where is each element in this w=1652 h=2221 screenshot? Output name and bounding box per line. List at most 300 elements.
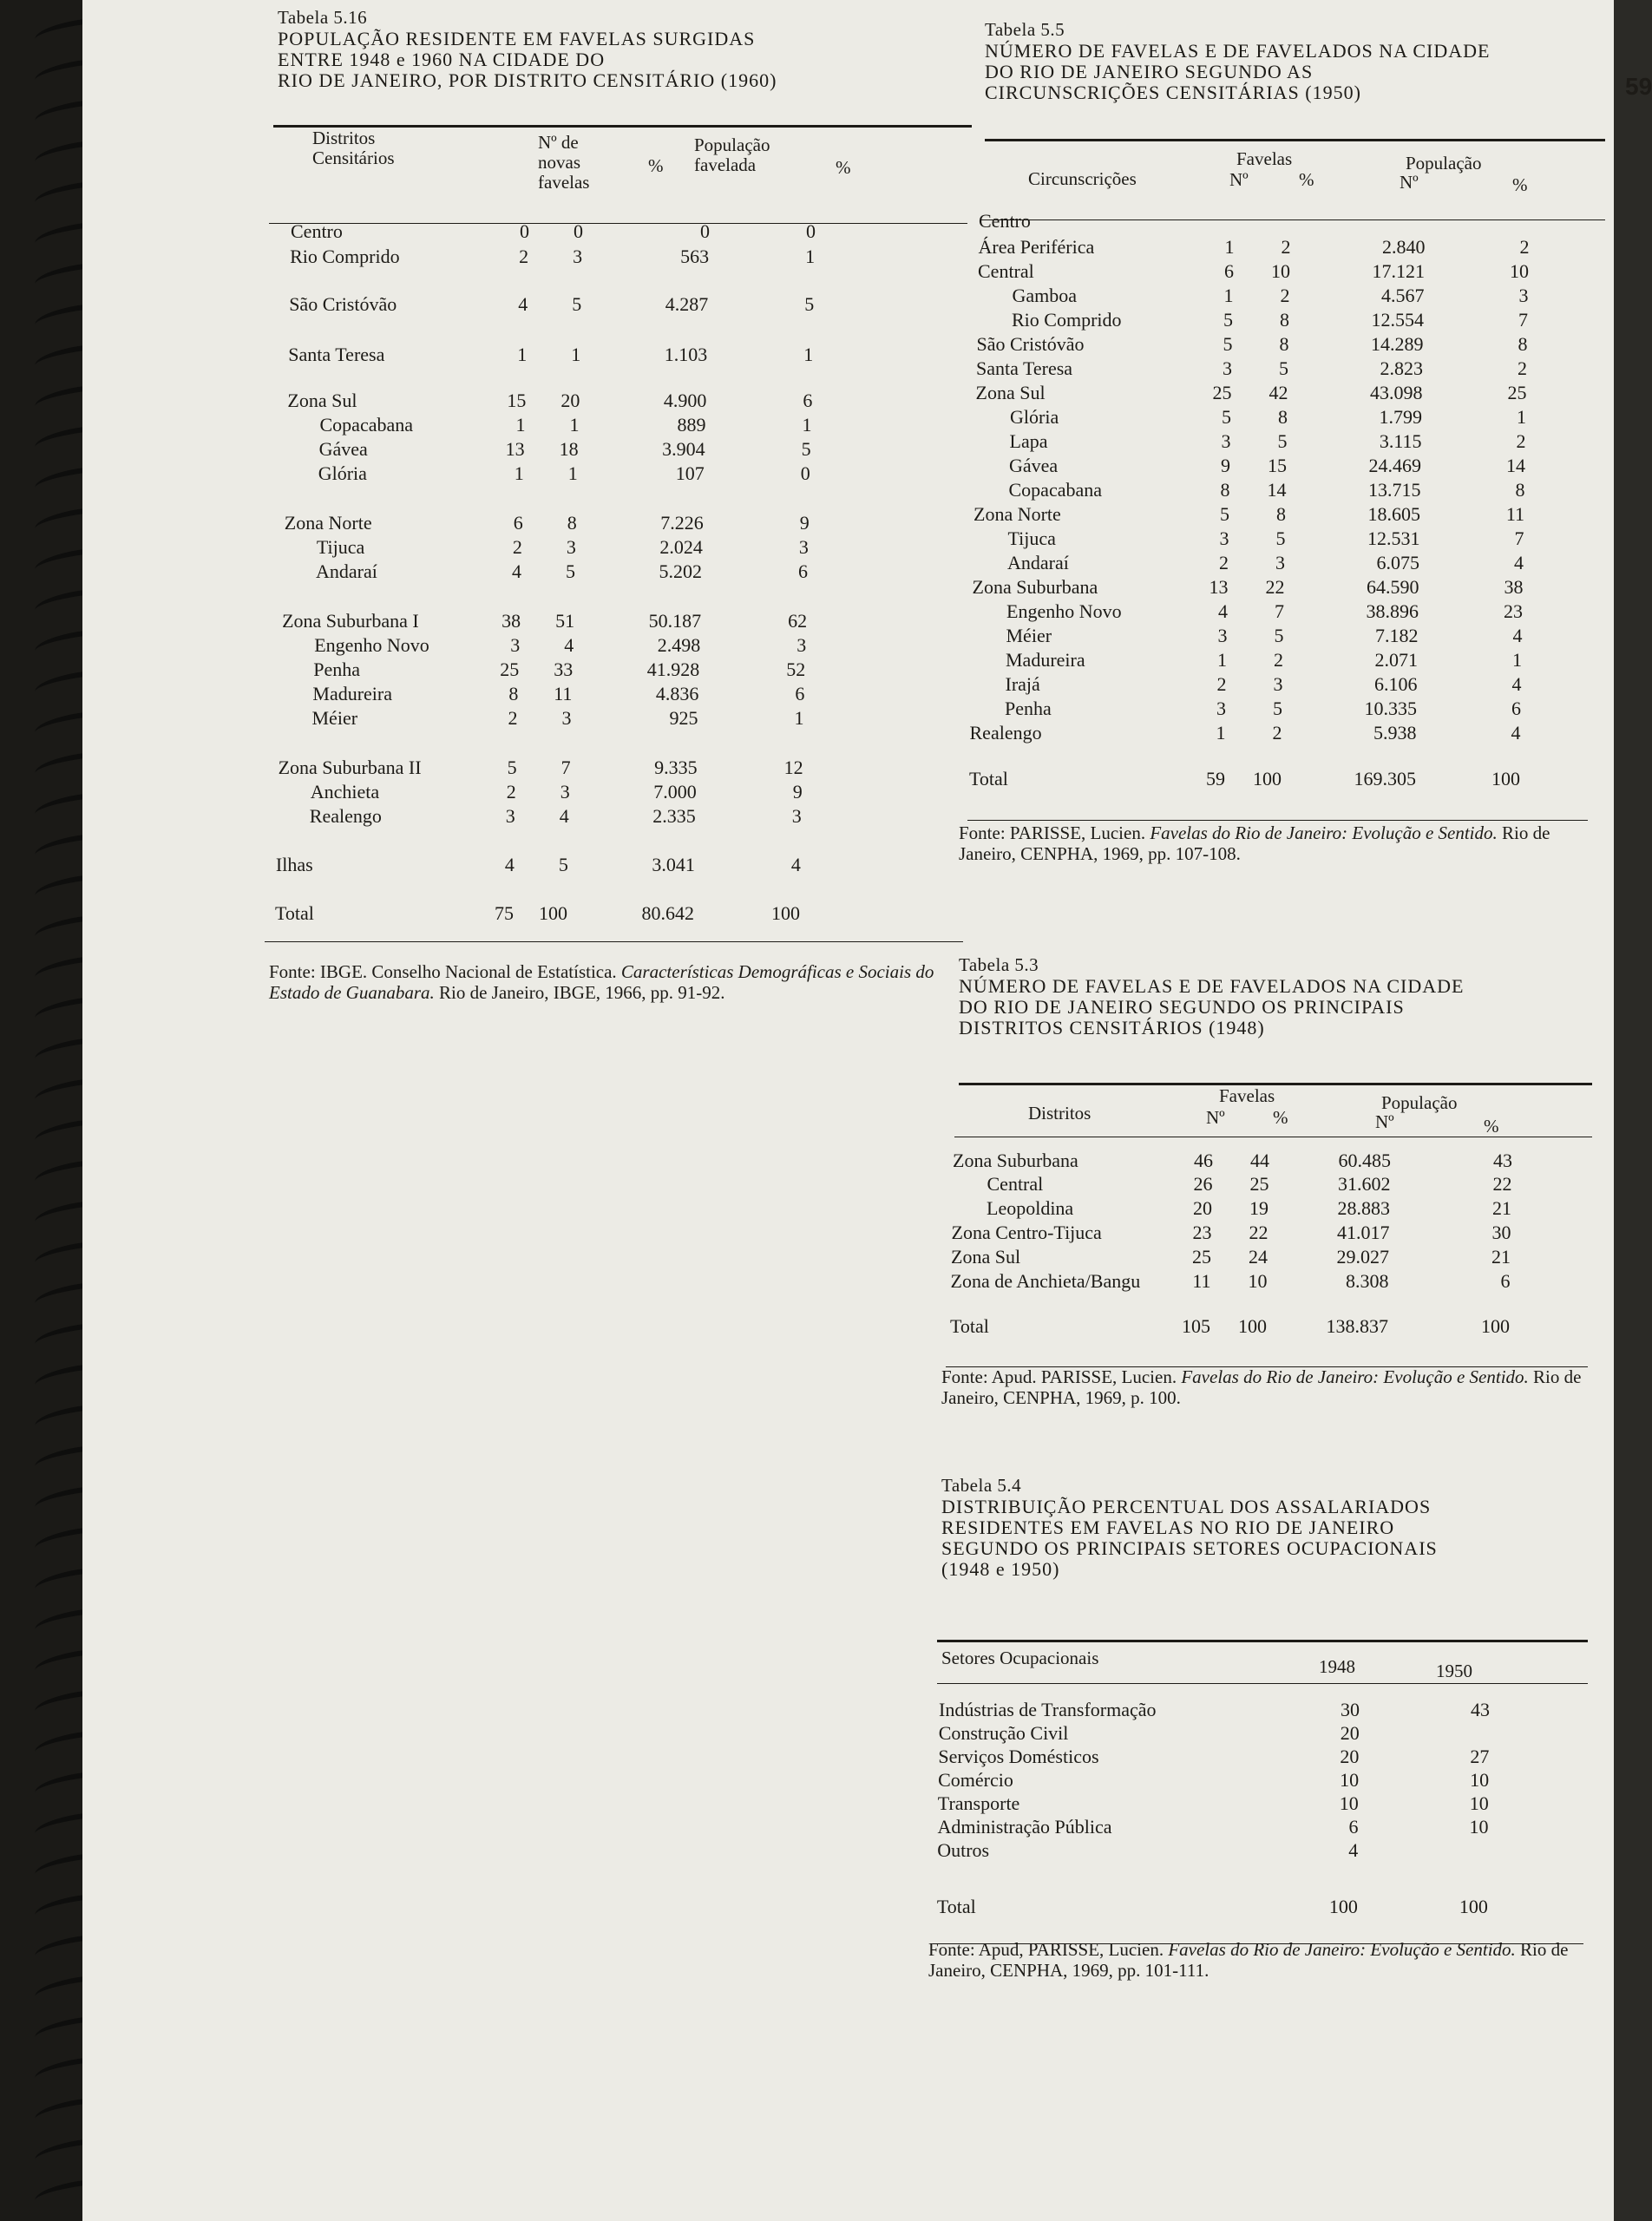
row-value: 1 [803, 344, 814, 365]
table-row [283, 560, 821, 583]
row-value: 2 [1519, 236, 1530, 258]
row-value: 25 [1249, 1173, 1269, 1195]
table-row [281, 634, 819, 657]
table-5-3 [959, 954, 1601, 1038]
row-value: 3 [1275, 552, 1285, 573]
row-value: 3.115 [1379, 430, 1422, 452]
table-source: Fonte: Apud, PARISSE, Lucien. Favelas do Rio de Janeiro: Evolução e Sentido. Rio de Janeiro, CENPHA, 1969, pp. 101-111. [928, 1939, 1569, 1981]
header-no: Nº [1400, 172, 1419, 193]
row-value: 563 [680, 246, 710, 267]
header-pct: % [648, 155, 664, 176]
table-row [950, 1315, 1523, 1338]
table-title-line: RESIDENTES EM FAVELAS NO RIO DE JANEIRO [941, 1517, 1395, 1538]
row-value: 25 [1212, 382, 1232, 403]
row-value: 10 [1248, 1270, 1268, 1292]
row-value: 9.335 [654, 757, 698, 778]
row-value: 7.000 [653, 781, 697, 803]
row-value: 10 [1510, 260, 1529, 282]
row-value: 23 [1504, 600, 1523, 622]
table-title-line: DISTRIBUIÇÃO PERCENTUAL DOS ASSALARIADOS [941, 1496, 1432, 1517]
table-title-line: DO RIO DE JANEIRO SEGUNDO OS PRINCIPAIS [959, 996, 1405, 1018]
row-value: 2 [519, 246, 529, 267]
table-row [975, 430, 1539, 453]
row-label: Realengo [969, 722, 1042, 744]
table-row [285, 512, 823, 534]
table-row [290, 246, 828, 268]
row-value: 30 [1491, 1222, 1511, 1243]
row-label: Copacabana [319, 414, 413, 436]
table-row [971, 673, 1535, 696]
row-value: 2.840 [1382, 236, 1426, 258]
row-value: 6 [795, 683, 805, 704]
row-value: 11 [554, 683, 573, 704]
row-label: Santa Teresa [976, 357, 1073, 379]
row-value: 4.836 [655, 683, 699, 704]
row-label: Méier [1006, 625, 1052, 646]
header-pct: % [1273, 1107, 1288, 1128]
row-value: 41.928 [646, 658, 700, 680]
row-value: 62 [788, 610, 808, 632]
table-number: Tabela 5.3 [959, 954, 1039, 975]
row-value: 43 [1471, 1699, 1490, 1720]
row-value: 2.498 [657, 634, 701, 656]
row-value: 100 [1328, 1896, 1358, 1917]
row-value: 5 [572, 293, 582, 315]
row-value: 2 [1216, 673, 1227, 695]
row-value: 4 [1512, 625, 1523, 646]
row-value: 3.904 [662, 438, 705, 460]
table-source: Fonte: Apud. PARISSE, Lucien. Favelas do Rio de Janeiro: Evolução e Sentido. Rio de Janeiro, CENPHA, 1969, p. 100. [941, 1366, 1582, 1408]
row-value: 10 [1469, 1816, 1489, 1838]
row-value: 6 [803, 390, 813, 411]
row-value: 4.567 [1381, 285, 1425, 306]
row-value: 9 [792, 781, 803, 803]
row-value: 22 [1249, 1222, 1268, 1243]
table-row [276, 854, 814, 876]
row-value: 889 [677, 414, 706, 436]
header-favelas: Favelas [1236, 148, 1293, 169]
header-setores: Setores Ocupacionais [941, 1648, 1099, 1668]
row-value: 0 [574, 220, 583, 242]
row-value: 11 [1192, 1270, 1211, 1292]
row-value: 22 [1492, 1173, 1512, 1195]
row-value: 0 [700, 220, 710, 242]
row-value: 3 [566, 536, 576, 558]
row-value: 100 [539, 902, 567, 924]
row-value: 1 [1512, 649, 1522, 671]
row-value: 26 [1193, 1173, 1213, 1195]
row-value: 3 [505, 805, 515, 827]
row-value: 8 [567, 512, 577, 534]
row-label: Copacabana [1008, 479, 1102, 501]
row-value: 75 [495, 902, 514, 924]
row-value: 3 [561, 707, 572, 729]
row-value: 5 [558, 854, 568, 875]
row-value: 60.485 [1338, 1150, 1391, 1171]
table-row [279, 707, 817, 730]
header-populacao: População favelada [694, 134, 770, 175]
table-row [278, 781, 816, 803]
row-value: 3 [791, 805, 802, 827]
row-value: 28.883 [1337, 1197, 1390, 1219]
row-label: Total [275, 902, 314, 924]
row-label: Gávea [1009, 455, 1059, 476]
row-value: 1.799 [1379, 406, 1422, 428]
row-label: Engenho Novo [314, 634, 429, 656]
row-value: 43 [1493, 1150, 1512, 1171]
row-value: 1.103 [664, 344, 708, 365]
table-row [975, 406, 1539, 429]
row-value: 27 [1470, 1746, 1490, 1767]
row-value: 13 [1209, 576, 1229, 598]
row-value: 11 [1505, 503, 1524, 525]
row-value: 13 [505, 438, 525, 460]
table-row [973, 576, 1537, 599]
row-value: 3 [510, 634, 521, 656]
header-no: Nº [1206, 1107, 1225, 1128]
header-1950: 1950 [1436, 1661, 1472, 1681]
row-value: 44 [1250, 1150, 1269, 1171]
header-pct: % [1299, 169, 1314, 190]
row-label: Central [978, 260, 1034, 282]
table-title-line: CIRCUNSCRIÇÕES CENSITÁRIAS (1950) [985, 82, 1361, 103]
table-title-line: (1948 e 1950) [941, 1558, 1060, 1580]
row-label: Total [936, 1896, 976, 1917]
row-value: 8 [1279, 333, 1289, 355]
row-value: 5 [1223, 333, 1233, 355]
row-value: 10 [1469, 1792, 1489, 1814]
row-value: 4 [1511, 673, 1522, 695]
row-value: 9 [1221, 455, 1230, 476]
row-value: 1 [571, 344, 581, 365]
page-number: 59 [1625, 73, 1652, 100]
row-value: 5.938 [1373, 722, 1417, 744]
table-row [287, 414, 825, 436]
row-value: 2 [1280, 285, 1290, 306]
header-no: Nº [1229, 169, 1249, 190]
row-value: 20 [560, 390, 580, 411]
table-row [972, 625, 1536, 647]
row-label: Ilhas [275, 854, 313, 875]
row-value: 6 [1348, 1816, 1359, 1838]
table-row [976, 357, 1540, 380]
table-title-line: RIO DE JANEIRO, POR DISTRITO CENSITÁRIO (1960) [278, 69, 777, 91]
row-value: 22 [1265, 576, 1285, 598]
row-label: Santa Teresa [288, 344, 385, 365]
row-value: 18.605 [1367, 503, 1420, 525]
row-value: 20 [1193, 1197, 1212, 1219]
row-value: 8 [1280, 309, 1289, 331]
table-row [977, 309, 1541, 331]
row-label: Glória [1010, 406, 1059, 428]
table-title-line: POPULAÇÃO RESIDENTE EM FAVELAS SURGIDAS [278, 28, 756, 49]
row-value: 5 [1275, 527, 1286, 549]
row-label: São Cristóvão [976, 333, 1085, 355]
row-value: 2 [512, 536, 522, 558]
row-label: Construção Civil [938, 1722, 1069, 1744]
row-value: 2 [1274, 649, 1283, 671]
row-value: 52 [786, 658, 806, 680]
row-value: 2.823 [1380, 357, 1423, 379]
row-label: Zona Suburbana II [278, 757, 422, 778]
row-value: 3 [1219, 527, 1229, 549]
row-value: 41.017 [1337, 1222, 1390, 1243]
table-row [979, 236, 1543, 259]
row-value: 1 [1517, 406, 1526, 428]
row-value: 1 [569, 414, 580, 436]
row-label: Central [987, 1173, 1044, 1195]
row-value: 6.075 [1376, 552, 1419, 573]
table-title-line: SEGUNDO OS PRINCIPAIS SETORES OCUPACIONAIS [941, 1537, 1438, 1559]
row-value: 5 [1223, 309, 1233, 331]
row-value: 2 [508, 707, 518, 729]
table-row [938, 1816, 1502, 1838]
row-value: 169.305 [1354, 768, 1416, 789]
row-value: 0 [520, 220, 529, 242]
table-row [952, 1197, 1524, 1220]
row-value: 4 [1218, 600, 1228, 622]
table-title-line: DO RIO DE JANEIRO SEGUNDO AS [985, 61, 1314, 82]
row-value: 10 [1339, 1792, 1359, 1814]
row-value: 20 [1340, 1722, 1360, 1744]
row-value: 4 [559, 805, 569, 827]
row-value: 13.715 [1368, 479, 1421, 501]
row-value: 3 [1273, 673, 1283, 695]
table-row [280, 658, 818, 681]
row-value: 14.289 [1371, 333, 1424, 355]
row-label: Outros [937, 1839, 990, 1861]
table-row [977, 333, 1541, 356]
table-rule [959, 1083, 1592, 1085]
header-pct: % [1512, 174, 1528, 195]
row-value: 4 [1348, 1839, 1359, 1861]
row-value: 2 [1281, 236, 1291, 258]
row-value: 3 [573, 246, 583, 267]
table-number: Tabela 5.4 [941, 1475, 1022, 1496]
row-value: 33 [554, 658, 574, 680]
table-row [974, 479, 1538, 501]
row-label: Tijuca [316, 536, 365, 558]
row-value: 4 [512, 560, 521, 582]
row-value: 105 [1182, 1315, 1210, 1337]
row-value: 3 [796, 634, 807, 656]
row-label: Andaraí [1007, 552, 1069, 573]
row-value: 1 [805, 246, 816, 267]
row-label: Rio Comprido [1012, 309, 1122, 331]
row-value: 38.896 [1366, 600, 1419, 622]
table-row [971, 649, 1535, 672]
row-label: Gávea [318, 438, 368, 460]
row-value: 25 [1507, 382, 1527, 403]
table-5-4 [941, 1475, 1592, 1580]
row-value: 25 [500, 658, 520, 680]
row-value: 1 [514, 462, 524, 484]
row-value: 2 [1272, 722, 1282, 744]
table-row [275, 902, 813, 925]
row-value: 14 [1267, 479, 1287, 501]
row-value: 12.531 [1367, 527, 1420, 549]
table-row [937, 1839, 1501, 1862]
row-label: Zona Norte [974, 503, 1061, 525]
table-row [279, 683, 817, 705]
row-label: Zona Suburbana I [282, 610, 419, 632]
row-value: 107 [675, 462, 705, 484]
row-label: Indústrias de Transformação [939, 1699, 1157, 1720]
row-label: Lapa [1009, 430, 1048, 452]
row-value: 8 [1518, 333, 1528, 355]
row-label: Méier [311, 707, 358, 729]
row-value: 5 [1273, 698, 1282, 719]
row-value: 25 [1192, 1246, 1211, 1268]
row-label: Irajá [1005, 673, 1040, 695]
row-label: Serviços Domésticos [938, 1746, 1099, 1767]
row-label: Zona Sul [287, 390, 357, 411]
row-value: 5 [1222, 406, 1231, 428]
row-value: 100 [1491, 768, 1520, 789]
row-value: 8 [1276, 503, 1286, 525]
row-value: 10 [1340, 1769, 1360, 1791]
row-value: 42 [1268, 382, 1288, 403]
row-value: 1 [517, 344, 528, 365]
header-pct: % [836, 157, 851, 178]
table-row [938, 1792, 1502, 1815]
book-page [82, 0, 1652, 2221]
row-value: 1 [794, 707, 804, 729]
row-value: 7.226 [660, 512, 704, 534]
row-value: 2 [1516, 430, 1526, 452]
row-value: 4 [1514, 552, 1524, 573]
row-value: 20 [1340, 1746, 1360, 1767]
row-value: 4.287 [665, 293, 709, 315]
header-distritos: Distritos [1028, 1103, 1092, 1124]
table-row [951, 1270, 1524, 1293]
table-row [282, 610, 820, 632]
row-value: 5.202 [659, 560, 702, 582]
row-value: 30 [1341, 1699, 1360, 1720]
table-rule [985, 139, 1605, 141]
table-row [969, 768, 1533, 790]
table-title-line: ENTRE 1948 e 1960 NA CIDADE DO [278, 49, 606, 70]
row-value: 64.590 [1367, 576, 1419, 598]
row-value: 18 [559, 438, 579, 460]
row-value: 46 [1194, 1150, 1213, 1171]
header-pct: % [1484, 1116, 1499, 1137]
row-value: 3 [1221, 430, 1231, 452]
table-row [939, 1699, 1503, 1721]
row-value: 3 [560, 781, 570, 803]
row-label: Madureira [1006, 649, 1085, 671]
row-value: 12.554 [1371, 309, 1424, 331]
row-value: 100 [1459, 1896, 1488, 1917]
row-label: Transporte [937, 1792, 1020, 1814]
row-label: Madureira [312, 683, 393, 704]
row-value: 80.642 [641, 902, 694, 924]
row-value: 2.335 [652, 805, 696, 827]
table-row [937, 1896, 1501, 1918]
row-label: Engenho Novo [1006, 600, 1122, 622]
row-value: 31.602 [1338, 1173, 1391, 1195]
row-value: 3 [1217, 625, 1228, 646]
header-no: Nº [1375, 1111, 1394, 1132]
row-value: 3.041 [652, 854, 695, 875]
row-value: 8 [1515, 479, 1525, 501]
row-label: Zona Suburbana [972, 576, 1098, 598]
table-row [972, 600, 1536, 623]
table-source: Fonte: IBGE. Conselho Nacional de Estatística. Características Demográficas e Sociais do Estado de Guanabara. Rio de Janeiro, IBGE, 1966, pp. 91-92. [269, 961, 934, 1003]
row-value: 15 [507, 390, 527, 411]
table-row [978, 260, 1542, 283]
row-value: 21 [1491, 1246, 1511, 1268]
row-value: 9 [799, 512, 810, 534]
row-value: 3 [1223, 357, 1232, 379]
row-value: 7 [1518, 309, 1528, 331]
row-value: 5 [1277, 430, 1288, 452]
table-row [978, 285, 1542, 307]
table-row [289, 293, 827, 316]
row-value: 8.308 [1346, 1270, 1389, 1292]
row-value: 5 [801, 438, 811, 460]
row-value: 7 [560, 757, 571, 778]
table-row [938, 1746, 1502, 1768]
row-value: 4 [1511, 722, 1521, 744]
row-value: 6 [798, 560, 808, 582]
table-row [974, 455, 1538, 477]
table-title-line: DISTRITOS CENSITÁRIOS (1948) [959, 1017, 1265, 1038]
row-value: 6 [1224, 260, 1234, 282]
table-title-line: NÚMERO DE FAVELAS E DE FAVELADOS NA CIDADE [985, 40, 1491, 62]
row-label: Leopoldina [987, 1197, 1074, 1219]
table-row [952, 1222, 1524, 1244]
row-label: Zona de Anchieta/Bangu [950, 1270, 1141, 1292]
row-label: Área Periférica [978, 236, 1095, 258]
table-row [291, 220, 829, 243]
row-value: 6.106 [1374, 673, 1418, 695]
row-label: Anchieta [310, 781, 380, 803]
row-value: 4 [790, 854, 801, 875]
row-label: Realengo [309, 805, 382, 827]
row-label: Penha [313, 658, 361, 680]
row-value: 100 [1481, 1315, 1510, 1337]
row-value: 100 [1253, 768, 1282, 789]
row-value: 2 [1518, 357, 1527, 379]
row-value: 0 [800, 462, 810, 484]
row-value: 24.469 [1368, 455, 1421, 476]
row-value: 2.024 [659, 536, 703, 558]
row-value: 24 [1249, 1246, 1268, 1268]
row-value: 1 [802, 414, 812, 436]
row-value: 59 [1206, 768, 1225, 789]
row-value: 7.182 [1375, 625, 1419, 646]
header-circunscricoes: Circunscrições [1028, 168, 1137, 189]
table-source: Fonte: PARISSE, Lucien. Favelas do Rio de Janeiro: Evolução e Sentido. Rio de Janeiro, CENPHA, 1969, pp. 107-108. [959, 822, 1550, 864]
row-value: 5 [1274, 625, 1284, 646]
row-label: Total [969, 768, 1008, 789]
table-row [973, 552, 1537, 574]
header-distritos: Distritos Censitários [312, 128, 395, 168]
row-value: 10 [1470, 1769, 1490, 1791]
table-rule [967, 820, 1588, 821]
row-value: 5 [1220, 503, 1229, 525]
table-row [288, 344, 826, 366]
row-value: 15 [1268, 455, 1287, 476]
row-value: 7 [1514, 527, 1524, 549]
row-value: 19 [1249, 1197, 1268, 1219]
row-label: Zona Suburbana [953, 1150, 1078, 1171]
row-label: Centro [291, 220, 343, 242]
table-row [974, 527, 1537, 550]
table-row [277, 805, 815, 828]
table-row [938, 1769, 1502, 1792]
